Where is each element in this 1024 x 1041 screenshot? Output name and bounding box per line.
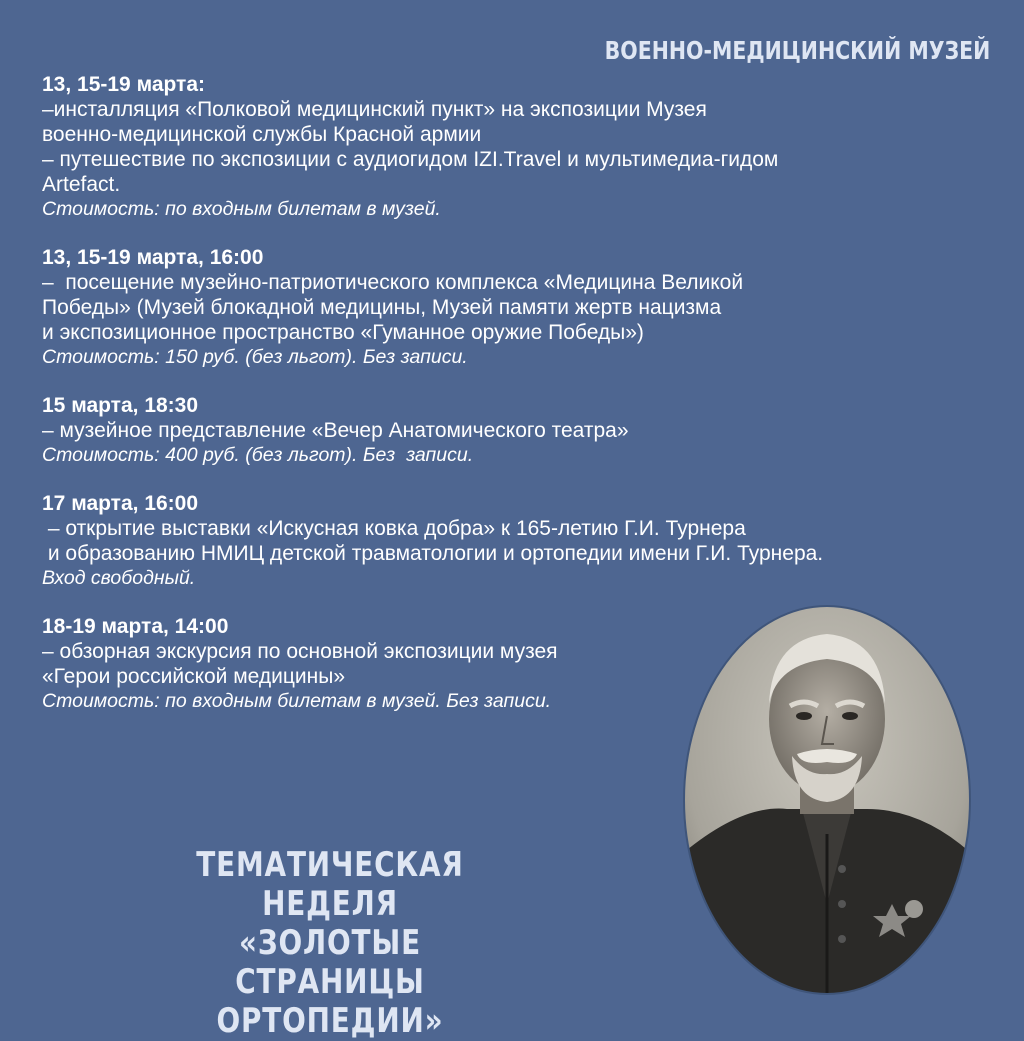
event-description-line: – обзорная экскурсия по основной экспозиции музея [42, 640, 558, 663]
thematic-week-title [158, 846, 502, 1041]
event-description-line: – путешествие по экспозиции с аудиогидом IZI.Travel и мультимедиа-гидом [42, 148, 779, 171]
event-date: 13, 15-19 марта, 16:00 [42, 246, 264, 269]
thematic-week-title-line: ТЕМАТИЧЕСКАЯ НЕДЕЛЯ [196, 845, 464, 924]
event-description-line: и образованию НМИЦ детской травматологии и ортопедии имени Г.И. Турнера. [42, 542, 824, 565]
event-description-line: Artefact. [42, 173, 121, 196]
event-cost: Стоимость: по входным билетам в музей. [42, 198, 441, 220]
thematic-week-title-line: ОРТОПЕДИИ» [216, 1001, 444, 1041]
thematic-week-title-line: «ЗОЛОТЫЕ СТРАНИЦЫ [235, 923, 425, 1002]
event-date: 15 марта, 18:30 [42, 394, 199, 417]
event-description-line: – музейное представление «Вечер Анатомического театра» [42, 419, 629, 442]
event-cost: Стоимость: 150 руб. (без льгот). Без записи. [42, 346, 468, 368]
event-description-line: – посещение музейно-патриотического комплекса «Медицина Великой [42, 271, 744, 294]
event-item [42, 245, 1002, 370]
event-item [42, 393, 1002, 468]
event-description-line: –инсталляция «Полковой медицинский пункт» на экспозиции Музея [42, 98, 707, 121]
event-date: 18-19 марта, 14:00 [42, 615, 229, 638]
event-item [42, 72, 1002, 222]
event-description-line: «Герои российской медицины» [42, 665, 346, 688]
portrait-photo [682, 604, 972, 996]
museum-title: ВОЕННО-МЕДИЦИНСКИЙ МУЗЕЙ [604, 36, 990, 65]
event-cost: Стоимость: по входным билетам в музей. Без записи. [42, 690, 552, 712]
event-item [42, 491, 1002, 591]
event-cost: Вход свободный. [42, 567, 196, 589]
event-description-line: – открытие выставки «Искусная ковка добра» к 165-летию Г.И. Турнера [42, 517, 746, 540]
event-date: 13, 15-19 марта: [42, 73, 206, 96]
event-description-line: военно-медицинской службы Красной армии [42, 123, 482, 146]
event-cost: Стоимость: 400 руб. (без льгот). Без записи. [42, 444, 474, 466]
event-date: 17 марта, 16:00 [42, 492, 199, 515]
event-description-line: и экспозиционное пространство «Гуманное оружие Победы») [42, 321, 644, 344]
event-description-line: Победы» (Музей блокадной медицины, Музей памяти жертв нацизма [42, 296, 722, 319]
